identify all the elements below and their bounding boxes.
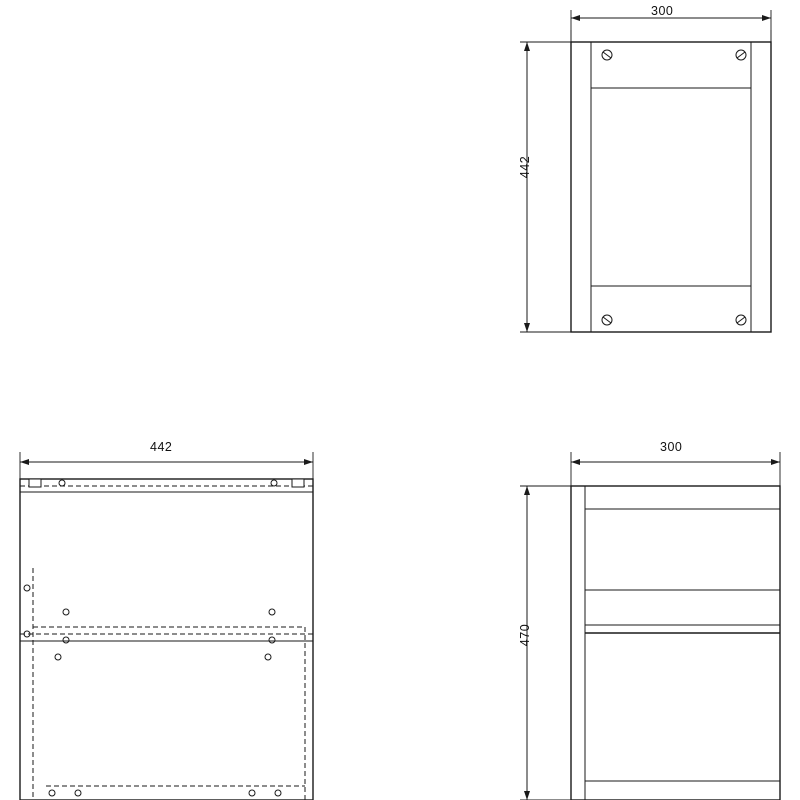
front-height-dimension-label: 442 — [518, 155, 532, 179]
plan-view-group — [20, 452, 313, 800]
side-height-dimension-label: 470 — [518, 623, 532, 647]
front-view-group — [520, 10, 771, 332]
side-depth-dimension-label: 300 — [660, 440, 683, 454]
front-width-dimension-label: 300 — [651, 4, 674, 18]
plan-width-dimension-label: 442 — [150, 440, 173, 454]
side-view-group — [520, 452, 780, 800]
